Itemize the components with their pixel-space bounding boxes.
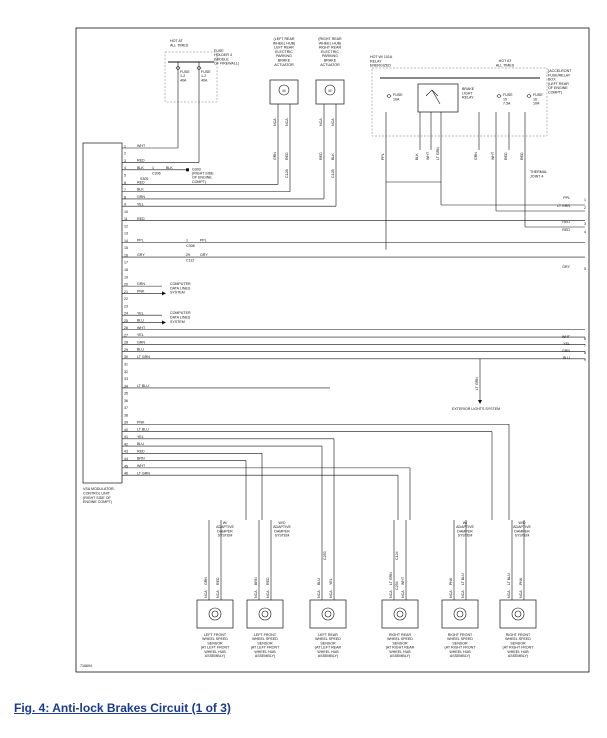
pin-number: 30 bbox=[124, 355, 128, 360]
brake-relay-icon bbox=[418, 84, 458, 112]
right-actuator-text: PARKING bbox=[322, 54, 338, 59]
pin-wire-color: YEL bbox=[137, 333, 144, 338]
pin-number: 7 bbox=[124, 188, 126, 193]
pin-number: 15 bbox=[124, 246, 128, 251]
right-rear-actuator bbox=[316, 80, 344, 104]
nca-label: NCA bbox=[401, 590, 405, 598]
sensor-wire-color: BLU bbox=[317, 578, 321, 585]
pin-number: 46 bbox=[124, 471, 128, 476]
fuse-10a-text: 10A bbox=[393, 97, 400, 102]
pin-wire-color: LT GRN bbox=[137, 354, 150, 359]
vsa-unit-label bbox=[83, 487, 116, 504]
sensor-label: WHEEL HUB bbox=[317, 649, 339, 654]
sensor-label: WHEEL SPEED bbox=[202, 637, 228, 642]
vsa-unit-text: VSA MODULATOR- bbox=[83, 487, 115, 491]
sensor-label: WHEEL HUB bbox=[449, 649, 471, 654]
g303-text: G303 bbox=[192, 167, 201, 172]
sensor-wire-color: BRN bbox=[254, 577, 258, 585]
pin-number: 22 bbox=[124, 297, 128, 302]
brake-relay-text: RELAY bbox=[462, 95, 474, 100]
pin-number: 17 bbox=[124, 260, 128, 265]
actuator-wire-color: GRN bbox=[273, 152, 277, 160]
sensor-label: LEFT FRONT bbox=[203, 633, 227, 637]
wheel-speed-sensors bbox=[197, 521, 536, 658]
nca-label: NCA bbox=[449, 590, 453, 598]
pin-number: 12 bbox=[124, 224, 128, 229]
hot-w-relay-text: ENERGIZED bbox=[370, 63, 391, 68]
pin-number: 10 bbox=[124, 209, 128, 214]
pin-wire-color: YEL bbox=[137, 311, 144, 316]
adaptive-label: W/ bbox=[222, 521, 228, 525]
exterior-lights-text: EXTERIOR LIGHTS SYSTEM bbox=[452, 407, 501, 411]
pin-wire-color: RED bbox=[137, 180, 145, 185]
pin-labels bbox=[124, 144, 150, 475]
relay-box-text: OF ENGINE bbox=[548, 86, 568, 91]
hot-w-relay-text: RELAY bbox=[370, 59, 382, 64]
pin-number: 3 bbox=[124, 158, 126, 163]
actuator-wire-color: RED bbox=[285, 152, 289, 160]
sensor-wire-color: RED bbox=[216, 577, 220, 585]
right-actuator-text: ELECTRIC bbox=[321, 49, 339, 54]
ground-icon bbox=[186, 168, 189, 171]
pin-number: 19 bbox=[124, 275, 128, 280]
pin-number: 32 bbox=[124, 369, 128, 374]
g303-text: COMPT) bbox=[192, 179, 207, 184]
sensor-box bbox=[310, 600, 346, 628]
adaptive-label: DAMPER bbox=[514, 529, 530, 534]
sensor-label: WHEEL SPEED bbox=[505, 637, 531, 642]
g303-text: (RIGHT SIDE bbox=[192, 171, 214, 176]
pin-wire-color: WHT bbox=[137, 325, 146, 330]
hot-at-all-times-text: ALL TIMES bbox=[170, 43, 189, 48]
pin-number: 1 bbox=[124, 144, 126, 149]
adaptive-label: W/O bbox=[518, 521, 526, 525]
sensor-label: WHEEL HUB bbox=[204, 649, 226, 654]
relay-box-text: BOX bbox=[548, 77, 556, 82]
left-actuator-text: LEFT REAR bbox=[274, 45, 294, 50]
sensor-box bbox=[442, 600, 478, 628]
pin-number: 26 bbox=[124, 326, 128, 331]
right-actuator-text: BRAKE bbox=[323, 58, 337, 63]
thermal-joint-text: JOINT 4 bbox=[530, 174, 544, 179]
pin-wire-color: PPL bbox=[137, 238, 144, 243]
computer-data-text: DATA LINES bbox=[170, 286, 191, 291]
adaptive-label: DAMPER bbox=[457, 529, 473, 534]
adaptive-label: SYSTEM bbox=[457, 533, 473, 538]
pin-number: 27 bbox=[124, 333, 128, 338]
exit-number: 6 bbox=[584, 337, 586, 341]
pin-wire-color: PNK bbox=[137, 289, 145, 294]
relay-box-text: (ACCELRONT bbox=[548, 69, 572, 73]
nca-label: NCA bbox=[329, 590, 333, 598]
pin-number: 37 bbox=[124, 406, 128, 411]
pin-wire-color: LT BLU bbox=[137, 427, 149, 432]
sensor-wire-color: GRN bbox=[204, 577, 208, 585]
pin-number: 21 bbox=[124, 289, 128, 294]
relay-wire-color: WHT bbox=[426, 151, 430, 160]
left-actuator-text: BRAKE bbox=[277, 58, 291, 63]
figure-id: 716694 bbox=[80, 664, 92, 668]
mid-color: PPL bbox=[200, 238, 207, 243]
pin-wire-color: BRN bbox=[137, 456, 145, 461]
fuse-10a-b-text: FUSE bbox=[533, 93, 543, 97]
mid-color: GRY bbox=[200, 253, 208, 258]
pin-wire-color: RED bbox=[137, 449, 145, 454]
right-actuator-text: WHEEL HUB) bbox=[318, 41, 342, 46]
exit-wire-color: BLU bbox=[563, 356, 570, 360]
sensor-label: SENSOR bbox=[392, 641, 408, 646]
sensor-label: SENSOR bbox=[257, 641, 273, 646]
pin-number: 40 bbox=[124, 427, 128, 432]
sensor-label: SENSOR bbox=[207, 641, 223, 646]
left-actuator-text: PARKING bbox=[276, 54, 292, 59]
fuse-10a-text: FUSE bbox=[393, 93, 403, 97]
adaptive-label: ADAPTIVE bbox=[273, 525, 291, 530]
adaptive-label: W/ bbox=[462, 521, 468, 525]
pin-wire-color: YEL bbox=[137, 202, 144, 207]
splice-s305: S305 bbox=[140, 176, 149, 181]
exit-wire-color: GRY bbox=[562, 265, 570, 269]
relay-wire-color: RED bbox=[520, 152, 524, 160]
nca-label: NCA bbox=[319, 118, 323, 126]
exit-number: 1 bbox=[584, 198, 586, 202]
pin-wire-color: WHT bbox=[137, 463, 146, 468]
brake-relay-text: BRAKE bbox=[462, 87, 475, 91]
sensor-label: SENSOR bbox=[510, 641, 526, 646]
sensor-wire-color: WHT bbox=[401, 576, 405, 585]
left-actuator-text: ELECTRIC bbox=[275, 49, 293, 54]
fuse-holder-labels bbox=[170, 39, 239, 82]
exit-number: 4 bbox=[584, 230, 586, 234]
sensor-label: ASSEMBLY) bbox=[204, 654, 226, 658]
pin-number: 38 bbox=[124, 413, 128, 418]
fuse-holder-text: (MIDDLE bbox=[214, 57, 229, 62]
nca-label: NCA bbox=[519, 590, 523, 598]
pin-number: 23 bbox=[124, 304, 128, 309]
pin-wire-color: PNK bbox=[137, 420, 145, 425]
nca-label: NCA bbox=[285, 118, 289, 126]
sensor-wire-color: LT BLU bbox=[507, 573, 511, 585]
sensor-wire-color: RED bbox=[266, 577, 270, 585]
sensor-label: (AT LEFT FRONT bbox=[200, 645, 230, 650]
pin-number: 45 bbox=[124, 464, 128, 469]
nca-label: NCA bbox=[216, 590, 220, 598]
relay-labels bbox=[370, 55, 572, 106]
computer-data-text: SYSTEM bbox=[170, 290, 185, 295]
left-actuator-text: (LEFT REAR bbox=[273, 37, 295, 41]
pin-number: 14 bbox=[124, 238, 128, 243]
relay-wire-color: GRN bbox=[474, 152, 478, 160]
pin-number: 20 bbox=[124, 282, 128, 287]
adaptive-label: DAMPER bbox=[274, 529, 290, 534]
exit-wire-color: YEL bbox=[563, 342, 570, 346]
mid-pin: 1 bbox=[152, 165, 154, 170]
pin-number: 13 bbox=[124, 231, 128, 236]
adaptive-label: SYSTEM bbox=[217, 533, 233, 538]
sensor-label: ASSEMBLY) bbox=[317, 654, 339, 658]
computer-data-text: COMPUTER bbox=[170, 282, 191, 287]
nca-label: NCA bbox=[331, 118, 335, 126]
hot-at-all-times-text: HOT AT bbox=[170, 39, 183, 43]
wire-color-vertical: LT GRN bbox=[475, 377, 479, 390]
fuse-holder-box bbox=[165, 52, 217, 102]
sensor-wire-color: PNK bbox=[519, 577, 523, 585]
thermal-joint-text: THERMAL bbox=[530, 170, 548, 174]
actuator-wire-color: RED bbox=[319, 152, 323, 160]
pin-wire-color: BLU bbox=[137, 347, 144, 352]
adaptive-label: ADAPTIVE bbox=[456, 525, 474, 530]
exit-number: 7 bbox=[584, 344, 586, 348]
figure-caption-link[interactable]: Fig. 4: Anti-lock Brakes Circuit (1 of 3) bbox=[14, 701, 231, 715]
pin-number: 44 bbox=[124, 457, 128, 462]
connector-c128: C128 bbox=[331, 169, 335, 178]
sensor-label: ASSEMBLY) bbox=[254, 654, 276, 658]
pin-wire-color: WHT bbox=[137, 144, 146, 149]
pin-wire-color: BLK bbox=[137, 165, 144, 170]
pin-number: 24 bbox=[124, 311, 128, 316]
connector-c308: C308 bbox=[186, 244, 195, 249]
sensor-label: ASSEMBLY) bbox=[389, 654, 411, 658]
sensor-label: ASSEMBLY) bbox=[507, 654, 529, 658]
sensor-label: WHEEL HUB bbox=[254, 649, 276, 654]
pin-number: 9 bbox=[124, 202, 126, 207]
pin-wire-color: YEL bbox=[137, 434, 144, 439]
sensor-wire-color: YEL bbox=[329, 578, 333, 585]
nca-label: NCA bbox=[204, 590, 208, 598]
sensor-label: LEFT REAR bbox=[318, 633, 338, 637]
pin-number: 33 bbox=[124, 377, 128, 382]
adaptive-label: SYSTEM bbox=[514, 533, 530, 538]
pin-number: 34 bbox=[124, 384, 128, 389]
connector-c112: C112 bbox=[186, 258, 195, 263]
pin-wire-color: BLK bbox=[137, 187, 144, 192]
exit-wire-color: WHT bbox=[561, 335, 570, 339]
mid-color: BLK bbox=[166, 165, 173, 170]
brake-relay-text: LIGHT bbox=[462, 91, 473, 96]
fuse-2-text: 40A bbox=[201, 78, 208, 83]
hot-at-all-times-right-text: HOT AT bbox=[498, 59, 512, 63]
sensor-wire-color: LT GRN bbox=[389, 572, 393, 585]
motor-icon: M bbox=[282, 89, 286, 93]
pin-number: 35 bbox=[124, 391, 128, 396]
pin-wire-color: BLU bbox=[137, 318, 144, 323]
nca-label: NCA bbox=[317, 590, 321, 598]
sensor-label: (AT RIGHT REAR bbox=[385, 645, 415, 650]
relay-wire-color: RED bbox=[504, 152, 508, 160]
relay-box-text: (LEFT REAR bbox=[548, 81, 569, 86]
left-rear-actuator bbox=[270, 80, 298, 104]
right-actuator-text: ACTUATOR bbox=[320, 62, 340, 67]
fuse-75a-text: 7.5A bbox=[503, 101, 511, 106]
fuse-2-text: 1-2 bbox=[201, 74, 207, 79]
exit-wire-color: GRN bbox=[562, 349, 570, 353]
sensor-wire-color: LT BLU bbox=[461, 573, 465, 585]
computer-data-text: SYSTEM bbox=[170, 319, 185, 324]
pin-number: 43 bbox=[124, 449, 128, 454]
sensor-label: ASSEMBLY) bbox=[449, 654, 471, 658]
adaptive-label: ADAPTIVE bbox=[216, 525, 234, 530]
exit-number: 9 bbox=[584, 358, 586, 362]
fuse-2-text: FUSE bbox=[201, 70, 211, 74]
sensor-label: WHEEL SPEED bbox=[447, 637, 473, 642]
connector-c124: C124 bbox=[395, 551, 399, 560]
exit-wire-color: RED bbox=[562, 228, 570, 232]
nca-label: NCA bbox=[266, 590, 270, 598]
vsa-unit-text: ENGINE COMPT) bbox=[83, 500, 112, 505]
nca-label: NCA bbox=[389, 590, 393, 598]
left-actuator-text: ACTUATOR bbox=[274, 62, 294, 67]
relay-box-text: FUSE/RELAY bbox=[548, 73, 571, 78]
pin-number: 8 bbox=[124, 195, 126, 200]
mid-pin: 1 bbox=[186, 238, 188, 243]
sensor-label: RIGHT REAR bbox=[388, 633, 412, 637]
exit-number: 8 bbox=[584, 351, 586, 355]
pin-wire-color: BLU bbox=[137, 442, 144, 447]
actuator-wire-color: BLK bbox=[331, 153, 335, 160]
sensor-wire-color: PNK bbox=[449, 577, 453, 585]
right-actuator-text: (RIGHT REAR bbox=[318, 37, 342, 41]
pin-number: 25 bbox=[124, 318, 128, 323]
vsa-unit-box bbox=[83, 143, 122, 483]
exit-number: 2 bbox=[584, 206, 586, 210]
pin-number: 11 bbox=[124, 217, 128, 222]
sensor-label: RIGHT FRONT bbox=[505, 633, 531, 637]
pin-wire-color: GRY bbox=[137, 253, 145, 258]
sensor-label: WHEEL HUB bbox=[507, 649, 529, 654]
pin-number: 6 bbox=[124, 180, 126, 185]
exit-number: 3 bbox=[584, 222, 586, 226]
sensor-label: (AT RIGHT FRONT bbox=[444, 645, 476, 650]
right-actuator-text: RIGHT REAR bbox=[318, 45, 342, 50]
relay-wire-color: PPL bbox=[381, 153, 385, 160]
vsa-unit-text: CONTROL UNIT bbox=[83, 491, 110, 496]
connector-c306: C306 bbox=[152, 171, 161, 176]
pin-number: 41 bbox=[124, 435, 128, 440]
sensor-box bbox=[197, 600, 233, 628]
relay-wire-color: BLK bbox=[415, 153, 419, 160]
exit-number: 5 bbox=[584, 267, 586, 271]
sensor-label: WHEEL SPEED bbox=[315, 637, 341, 642]
relay-wire-color: LT GRN bbox=[436, 147, 440, 160]
adaptive-label: DAMPER bbox=[217, 529, 233, 534]
arrow-icon bbox=[478, 400, 482, 404]
fuse-10a-b-text: 10A bbox=[533, 101, 540, 106]
sensor-box bbox=[382, 600, 418, 628]
nca-label: NCA bbox=[507, 590, 511, 598]
adaptive-label: SYSTEM bbox=[274, 533, 290, 538]
nca-label: NCA bbox=[254, 590, 258, 598]
exit-wire-color: PPL bbox=[563, 196, 570, 200]
pin-wire-color: GRN bbox=[137, 194, 145, 199]
actuator-labels bbox=[273, 37, 342, 67]
pin-number: 31 bbox=[124, 362, 128, 367]
fuse-holder-text: FUSE bbox=[214, 49, 224, 53]
fuse-holder-text: OF FIREWALL) bbox=[214, 61, 240, 66]
arrow-icon bbox=[162, 291, 166, 295]
sensor-label: WHEEL HUB bbox=[389, 649, 411, 654]
computer-data-text: DATA LINES bbox=[170, 315, 191, 320]
fuse-1-text: 1-2 bbox=[180, 74, 186, 79]
pin-number: 5 bbox=[124, 173, 126, 178]
computer-data-text: COMPUTER bbox=[170, 311, 191, 316]
left-actuator-text: WHEEL HUB) bbox=[272, 41, 296, 46]
fuse-10a-b-text: 16 bbox=[533, 97, 537, 102]
sensor-label: (AT LEFT FRONT bbox=[250, 645, 280, 650]
pin-number: 29 bbox=[124, 347, 128, 352]
nca-label: NCA bbox=[273, 118, 277, 126]
g303-text: OF ENGINE bbox=[192, 175, 212, 180]
fuse-75a-text: 15 bbox=[503, 97, 507, 102]
adaptive-label: W/O bbox=[278, 521, 286, 525]
vsa-unit-text: (RIGHT SIDE OF bbox=[83, 495, 111, 500]
pin-wire-color: GRN bbox=[137, 340, 145, 345]
sensor-box bbox=[500, 600, 536, 628]
sensor-label: SENSOR bbox=[320, 641, 336, 646]
sensor-label: (AT LEFT REAR bbox=[314, 645, 342, 650]
relay-box-text: COMPT) bbox=[548, 90, 563, 95]
connector-c128: C128 bbox=[285, 169, 289, 178]
pin-number: 42 bbox=[124, 442, 128, 447]
pin-number: 2 bbox=[124, 151, 126, 156]
exit-wire-color: LT GRN bbox=[557, 204, 570, 208]
nca-label: NCA bbox=[461, 590, 465, 598]
pin-wire-color: RED bbox=[137, 216, 145, 221]
exit-wire-color: RED bbox=[562, 220, 570, 224]
fuse-1-text: FUSE bbox=[180, 70, 190, 74]
pin-wire-color: RED bbox=[137, 158, 145, 163]
fuse-1-text: 40A bbox=[180, 78, 187, 83]
fuse-75a-text: FUSE bbox=[503, 93, 513, 97]
pin-number: 36 bbox=[124, 398, 128, 403]
sensor-label: WHEEL SPEED bbox=[387, 637, 413, 642]
adaptive-label: ADAPTIVE bbox=[513, 525, 531, 530]
pin-number: 39 bbox=[124, 420, 128, 425]
sensor-label: SENSOR bbox=[452, 641, 468, 646]
sensor-label: LEFT FRONT bbox=[253, 633, 277, 637]
arrow-icon bbox=[162, 320, 166, 324]
pin-number: 28 bbox=[124, 340, 128, 345]
hot-w-relay-text: HOT W/ 101A bbox=[370, 55, 393, 59]
pin-number: 18 bbox=[124, 267, 128, 272]
sensor-label: RIGHT FRONT bbox=[447, 633, 473, 637]
hot-at-all-times-right-text: ALL TIMES bbox=[495, 63, 515, 68]
connector-c253: C253 bbox=[323, 551, 327, 560]
fuse-holder-text: HOLDER 4 bbox=[214, 53, 232, 58]
pin-number: 16 bbox=[124, 253, 128, 258]
sensor-box bbox=[247, 600, 283, 628]
pin-wire-color: LT GRN bbox=[137, 471, 150, 476]
pin-wire-color: LT BLU bbox=[137, 384, 149, 389]
sensor-label: (AT RIGHT FRONT bbox=[502, 645, 534, 650]
motor-icon: M bbox=[328, 89, 332, 93]
connector-c254: C254 bbox=[395, 581, 399, 590]
mid-pin: 29 bbox=[186, 253, 190, 258]
relay-wire-color: WHT bbox=[491, 151, 495, 160]
sensor-label: WHEEL SPEED bbox=[252, 637, 278, 642]
pin-number: 4 bbox=[124, 166, 126, 171]
pin-wire-color: GRN bbox=[137, 282, 145, 287]
